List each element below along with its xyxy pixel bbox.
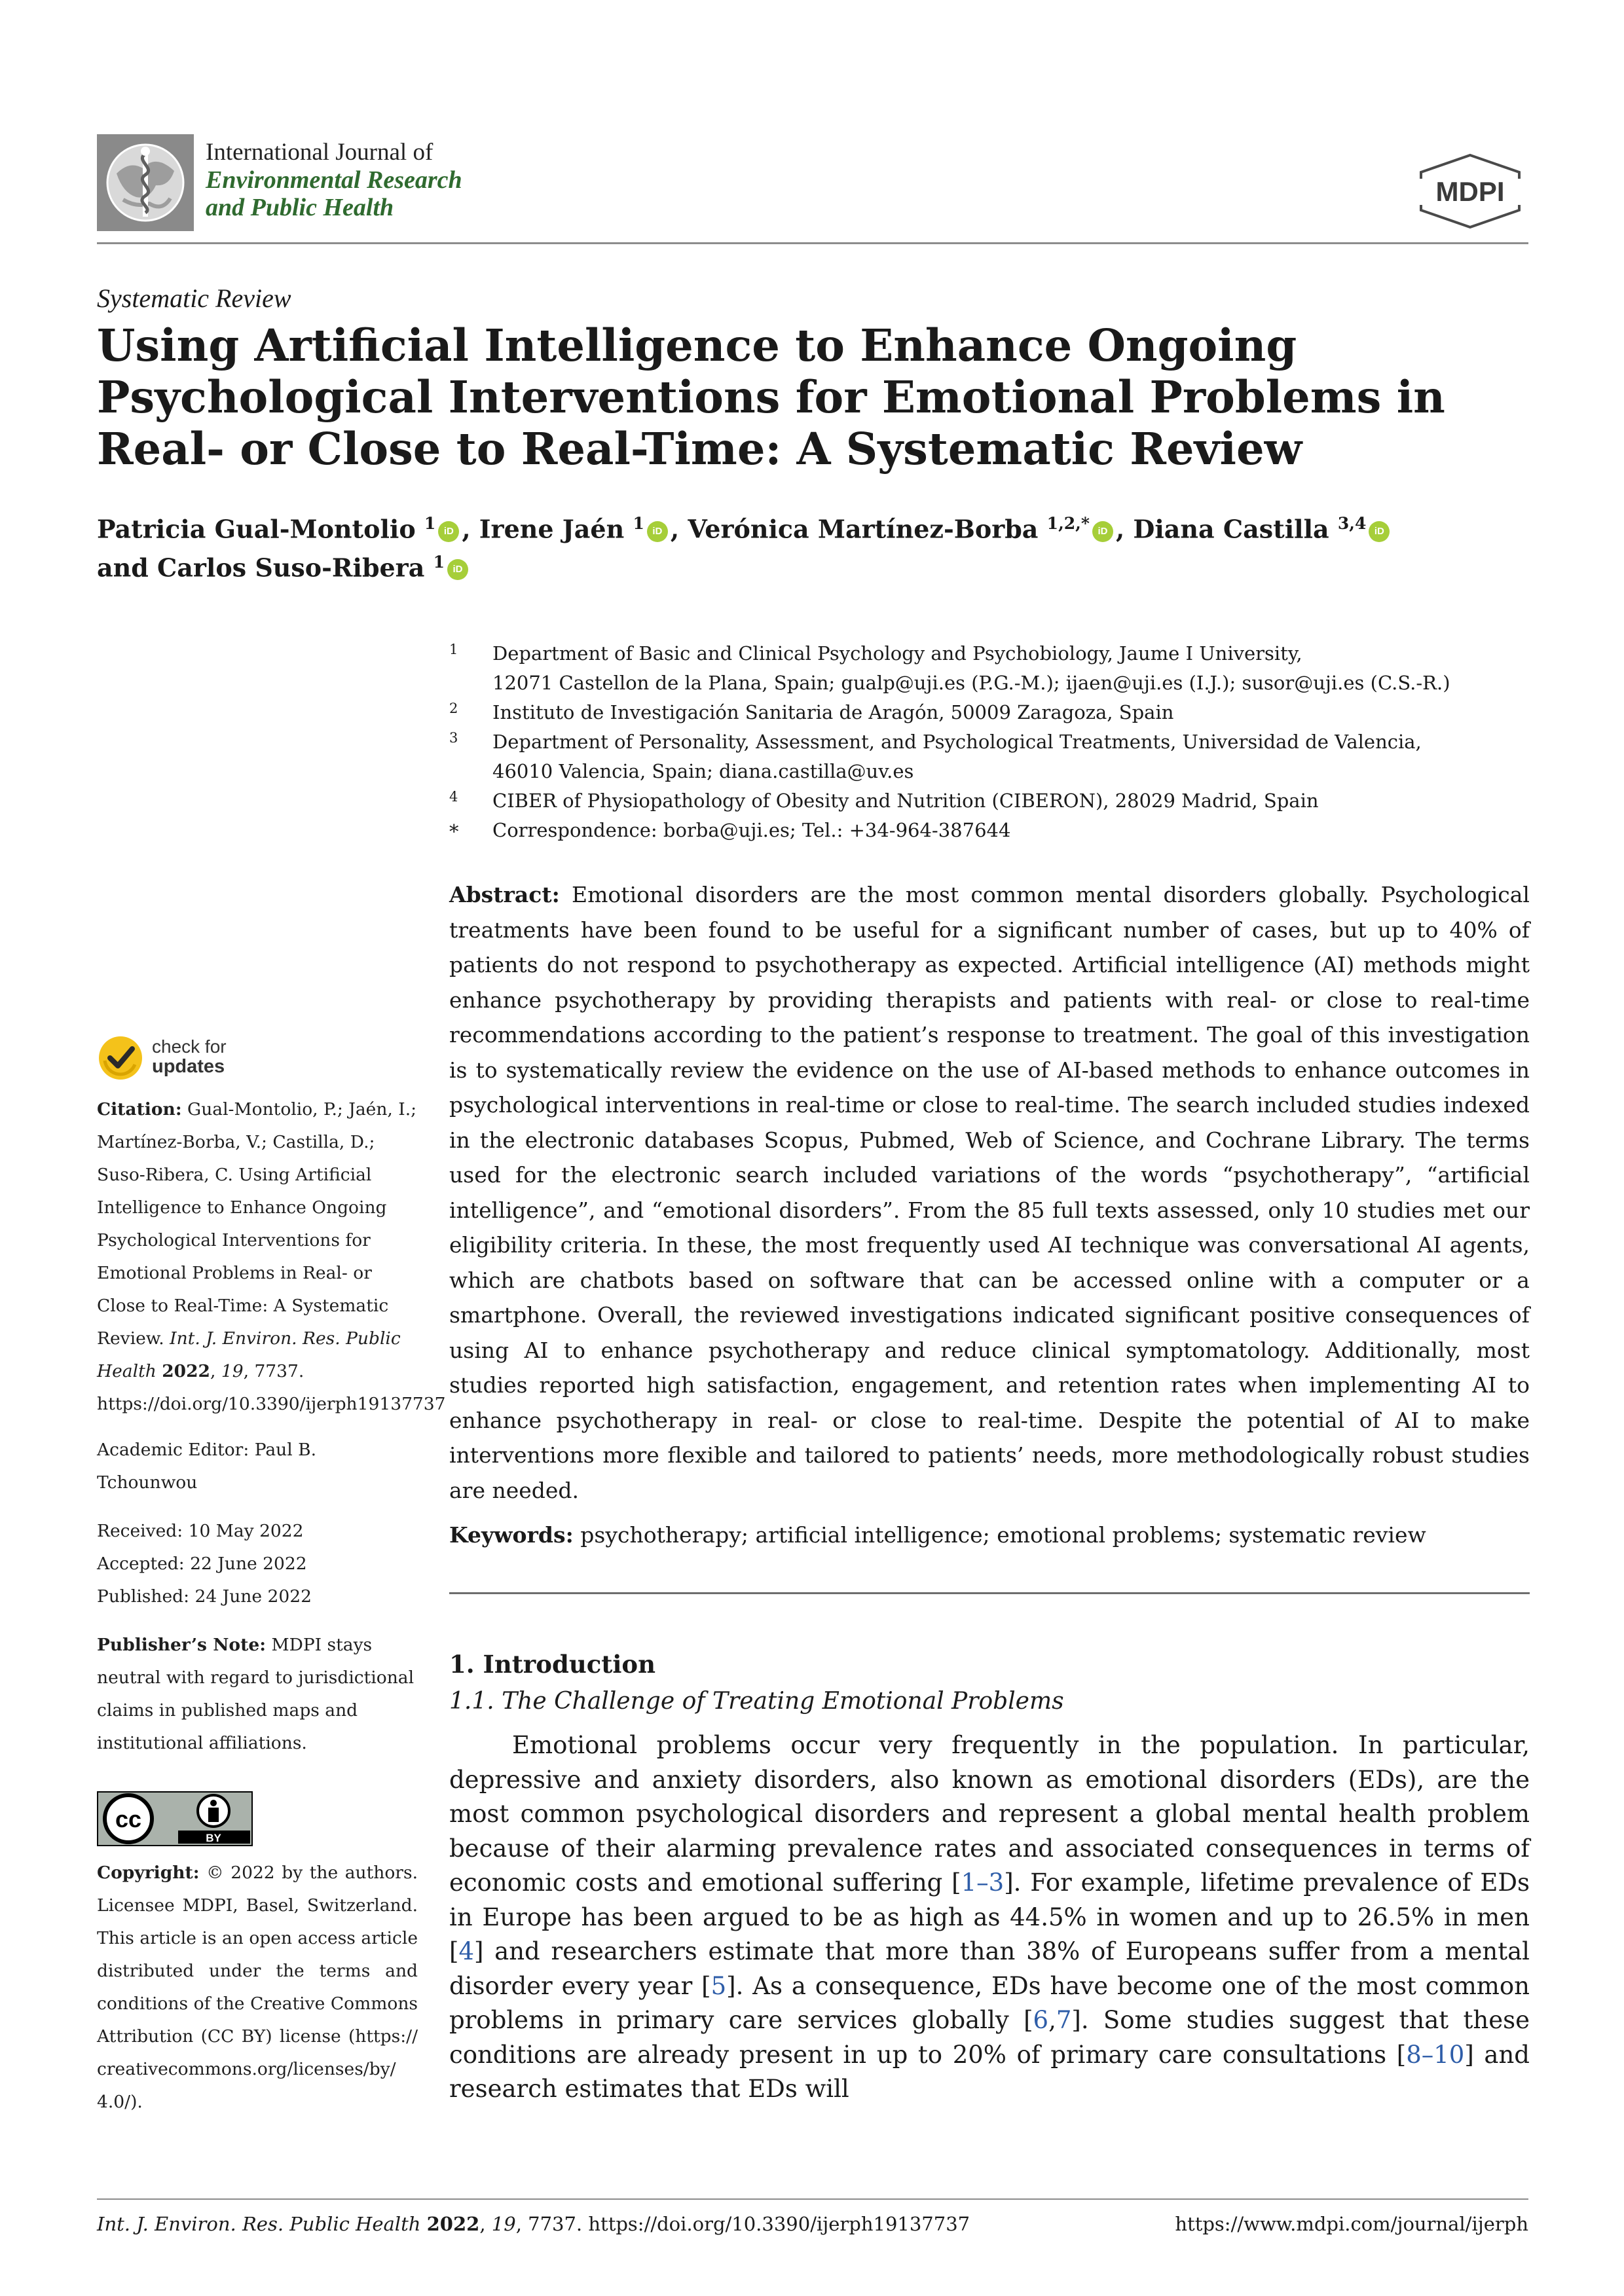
author-affiliation-mark: 1,2,* <box>1046 514 1090 533</box>
citation-link[interactable]: 6 <box>1033 2006 1049 2034</box>
journal-name-line2: Environmental Research <box>206 166 462 194</box>
citation-label: Citation: <box>97 1099 182 1120</box>
citation-link[interactable]: 7 <box>1056 2006 1072 2034</box>
affiliation-text-continued: 46010 Valencia, Spain; diana.castilla@uv.es <box>492 760 914 782</box>
subsection-heading: 1.1. The Challenge of Treating Emotional Problems <box>449 1688 1064 1715</box>
citation-link[interactable]: 4 <box>458 1937 474 1965</box>
author-separator: , <box>670 514 688 544</box>
footer-volume: 19 <box>491 2213 516 2235</box>
cc-by-license-icon[interactable] <box>97 1791 253 1846</box>
footer-doi[interactable]: , 7737. https://doi.org/10.3390/ijerph19137737 <box>515 2213 970 2235</box>
body-text: , <box>1048 2006 1056 2034</box>
orcid-icon[interactable]: iD <box>447 559 468 580</box>
author-separator: , <box>462 514 479 544</box>
affiliation-number: 3 <box>449 730 458 746</box>
journal-name-line1: International Journal of <box>206 139 434 166</box>
footer-divider <box>97 2198 1528 2200</box>
citation-text: Gual-Montolio, P.; Jaén, I.; Martínez-Borba, V.; Castilla, D.; Suso-Ribera, C. Using Artificial Intelligence to Enhance Ongoing Psychological Interventions for Emotional Problems in Real- or Close to Real-Time: A Systematic Review. <box>97 1099 417 1349</box>
orcid-icon[interactable]: iD <box>1092 521 1113 542</box>
correspondence-item <box>449 816 1530 845</box>
affiliation-text-continued: 12071 Castellon de la Plana, Spain; gualp@uji.es (P.G.-M.); ijaen@uji.es (I.J.); susor@uji.es (C.S.-R.) <box>492 672 1450 694</box>
citation-link[interactable]: 1–3 <box>961 1868 1005 1897</box>
citation-volume: 19 <box>221 1361 244 1381</box>
publisher-note <box>97 1629 418 1760</box>
accepted-date: Accepted: 22 June 2022 <box>97 1554 307 1574</box>
affiliation-item <box>449 727 1530 786</box>
affiliation-text: CIBER of Physiopathology of Obesity and Nutrition (CIBERON), 28029 Madrid, Spain <box>492 790 1319 812</box>
footer-citation: Int. J. Environ. Res. Public Health 2022, 19, 7737. https://doi.org/10.3390/ijerph19137737 <box>97 2213 970 2235</box>
check-for-updates-label <box>152 1037 227 1076</box>
abstract <box>449 877 1530 1508</box>
body-text: ] and research estimates that EDs will <box>449 2040 1530 2103</box>
author-name: Verónica Martínez-Borba <box>688 514 1039 544</box>
author-list <box>97 507 1472 584</box>
orcid-icon[interactable]: iD <box>438 521 459 542</box>
author-separator: , <box>1115 514 1134 544</box>
keywords <box>449 1518 1530 1552</box>
orcid-icon[interactable]: iD <box>1369 521 1390 542</box>
author-affiliation-mark: 1 <box>433 552 445 572</box>
check-line2: updates <box>152 1056 225 1077</box>
publisher-note-text: MDPI stays neutral with regard to jurisdictional claims in published maps and institutional affiliations. <box>97 1635 415 1753</box>
copyright-block <box>97 1857 418 2119</box>
affiliation-number: 1 <box>449 642 458 657</box>
published-date: Published: 24 June 2022 <box>97 1586 312 1607</box>
footer-year: 2022 <box>426 2213 480 2235</box>
mdpi-logo-text: MDPI <box>1435 176 1505 207</box>
copyright-label: Copyright: <box>97 1863 200 1883</box>
body-text: ] and researchers estimate that more than 38% of Europeans suffer from a mental disorder every year [ <box>449 1937 1530 2000</box>
check-for-updates-icon <box>97 1034 144 1082</box>
cc-text: cc <box>115 1806 142 1832</box>
author-affiliation-mark: 3,4 <box>1337 514 1367 533</box>
citation-year: 2022 <box>162 1361 210 1381</box>
abstract-label: Abstract: <box>449 882 560 907</box>
keywords-label: Keywords: <box>449 1522 574 1548</box>
keywords-text: psychotherapy; artificial intelligence; emotional problems; systematic review <box>580 1522 1426 1548</box>
author-affiliation-mark: 1 <box>424 514 436 533</box>
footer-journal: Int. J. Environ. Res. Public Health <box>97 2213 421 2235</box>
article-type: Systematic Review <box>97 283 291 313</box>
affiliation-number: 4 <box>449 789 458 805</box>
citation-link[interactable]: 5 <box>710 1971 727 2000</box>
affiliation-item <box>449 786 1530 816</box>
author-name: Irene Jaén <box>479 514 625 544</box>
affiliation-text: Department of Personality, Assessment, and Psychological Treatments, Universidad de Valencia, <box>492 731 1422 753</box>
orcid-icon[interactable]: iD <box>647 521 668 542</box>
body-text: Emotional problems occur very frequently in the population. In particular, depressive and anxiety disorders, also known as emotional disorders (EDs), are the most common psychological disorders and represent a global mental health problem because of their alarming prevalence rates and associated consequences in terms of economic costs and emotional suffering [ <box>449 1731 1530 1897</box>
citation-doi: , 7737. https://doi.org/10.3390/ijerph19137737 <box>97 1361 446 1414</box>
academic-editor: Academic Editor: Paul B. Tchounwou <box>97 1440 317 1493</box>
abstract-divider <box>449 1592 1530 1594</box>
affiliation-text: Department of Basic and Clinical Psychology and Psychobiology, Jaume I University, <box>492 642 1302 665</box>
affiliation-number: 2 <box>449 701 458 716</box>
cc-by-text: BY <box>206 1832 221 1844</box>
correspondence-mark: * <box>449 820 459 843</box>
author-name: and Carlos Suso-Ribera <box>97 553 425 583</box>
copyright-text: © 2022 by the authors. Licensee MDPI, Basel, Switzerland. This article is an open access article distributed under the terms and conditions of the Creative Commons Attribution (CC BY) license (https:// creativecommons.org/licenses/by/ 4.0/). <box>97 1863 418 2112</box>
publication-dates <box>97 1515 418 1613</box>
citation-journal: Int. J. Environ. Res. Public Health <box>97 1328 401 1381</box>
author-name: Diana Castilla <box>1133 514 1329 544</box>
affiliation-item <box>449 698 1530 727</box>
affiliation-item <box>449 639 1530 698</box>
check-line1: check for <box>152 1036 227 1057</box>
publisher-note-label: Publisher’s Note: <box>97 1635 266 1655</box>
footer-journal-url[interactable]: https://www.mdpi.com/journal/ijerph <box>1175 2213 1528 2235</box>
check-for-updates-button[interactable] <box>97 1034 293 1082</box>
body-text: ]. As a consequence, EDs have become one of the most common problems in primary care services globally [ <box>449 1971 1530 2034</box>
citation-link[interactable]: 8–10 <box>1406 2040 1465 2069</box>
received-date: Received: 10 May 2022 <box>97 1521 304 1541</box>
mdpi-logo-icon <box>1414 153 1526 230</box>
section-heading: 1. Introduction <box>449 1650 656 1679</box>
body-text: ]. Some studies suggest that these conditions are already present in up to 20% of primary care consultations [ <box>449 2006 1530 2069</box>
citation-block: Citation: Gual-Montolio, P.; Jaén, I.; Martínez-Borba, V.; Castilla, D.; Suso-Ribera, C. Using Artificial Intelligence to Enhance Ongoing Psychological Interventions for Emotional Problems in Real- or Close to Real-Time: A Systematic Review. Int. J. Environ. Res. Public Health 2022, 19, 7737. https://doi.org/10.3390/ijerph19137737 <box>97 1099 446 1414</box>
body-text: ]. For example, lifetime prevalence of EDs in Europe has been argued to be as high as 44.5% in women and up to 26.5% in men [ <box>449 1868 1530 1965</box>
article-title: Using Artificial Intelligence to Enhance Ongoing Psychological Interventions for Emotional Problems in Real- or Close to Real-Time: A Systematic Review <box>97 319 1445 475</box>
journal-name <box>206 139 462 221</box>
affiliations <box>449 639 1530 845</box>
header-divider <box>97 242 1528 244</box>
correspondence-text: Correspondence: borba@uji.es; Tel.: +34-964-387644 <box>492 819 1011 841</box>
journal-logo-icon <box>97 134 194 231</box>
abstract-text: Emotional disorders are the most common mental disorders globally. Psychological treatments have been found to be useful for a significant number of cases, but up to 40% of patients do not respond to psychotherapy as expected. Artificial intelligence (AI) methods might enhance psychotherapy by providing therapists and patients with real- or close to real-time recommendations according to the patient’s response to treatment. The goal of this investigation is to systematically review the evidence on the use of AI-based methods to enhance outcomes in psychological interventions in real-time or close to real-time. The search included studies indexed in the electronic databases Scopus, Pubmed, Web of Science, and Cochrane Library. The terms used for the electronic search included variations of the words “psychotherapy”, “artificial intelligence”, and “emotional disorders”. From the 85 full texts assessed, only 10 studies met our eligibility criteria. In these, the most frequently used AI technique was conversational AI agents, which are chatbots based on software that can be accessed online with a computer or a smartphone. Overall, the reviewed investigations indicated significant positive consequences of using AI to enhance psychotherapy and reduce clinical symptomatology. Additionally, most studies reported high satisfaction, engagement, and retention rates when implementing AI to enhance psychotherapy in real- or close to real-time. Despite the potential of AI to make interventions more flexible and tailored to patients’ needs, more methodologically robust studies are needed. <box>449 882 1530 1503</box>
journal-name-line3: and Public Health <box>206 194 394 221</box>
affiliation-text: Instituto de Investigación Sanitaria de Aragón, 50009 Zaragoza, Spain <box>492 701 1174 723</box>
intro-paragraph <box>449 1728 1530 2107</box>
author-affiliation-mark: 1 <box>633 514 644 533</box>
author-name: Patricia Gual-Montolio <box>97 514 416 544</box>
